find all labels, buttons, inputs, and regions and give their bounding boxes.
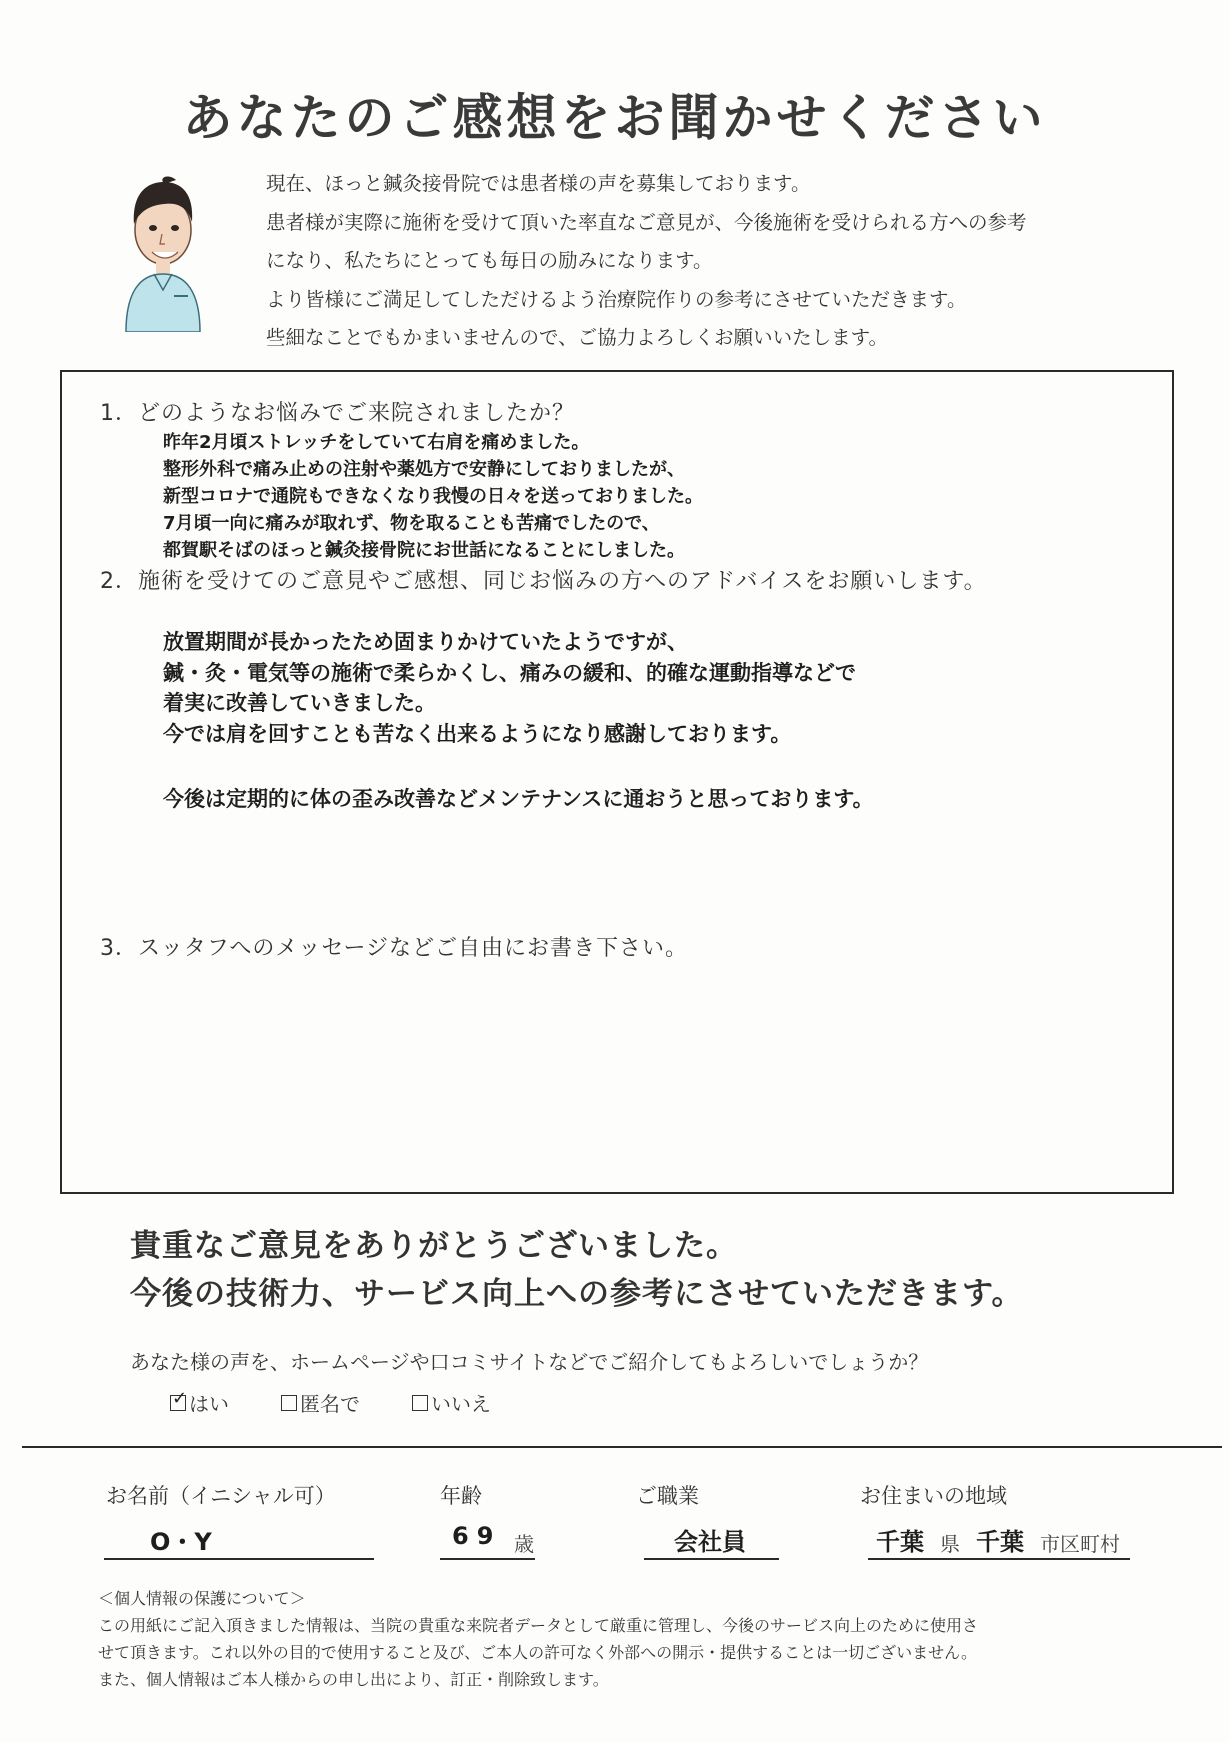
answer-line: 着実に改善していきました。 [163,691,436,715]
intro-line: 患者様が実際に施術を受けて頂いた率直なご意見が、今後施術を受けられる方への参考 [266,210,1027,234]
answer-1 [163,429,703,564]
privacy-notice [98,1585,978,1693]
answer-2 [163,627,874,815]
answer-line: 昨年2月頃ストレッチをしていて右肩を痛めました。 [163,432,590,453]
city-value: 千葉 [976,1528,1024,1556]
answer-line: 都賀駅そばのほっと鍼灸接骨院にお世話になることにしました。 [163,540,685,561]
occupation-value: 会社員 [674,1528,746,1556]
intro-line: 現在、ほっと鍼灸接骨院では患者様の声を募集しております。 [266,172,811,195]
answer-line: 鍼・灸・電気等の施術で柔らかくし、痛みの緩和、的確な運動指導などで [163,660,856,685]
answer-line: 7月頃一向に痛みが取れず、物を取ることも苦痛でしたので、 [163,513,660,534]
checkbox[interactable] [281,1395,297,1411]
section-divider [22,1446,1222,1448]
checkbox[interactable] [412,1395,428,1411]
intro-line: より皆様にご満足してしただけるよう治療院作りの参考にさせていただきます。 [266,287,967,311]
option-label: いいえ [431,1392,491,1416]
prefecture-value: 千葉 [876,1528,924,1556]
intro-text [266,165,1027,358]
thanks-line: 貴重なご意見をありがとうございました。 [130,1228,738,1264]
consent-option-anonymous[interactable] [281,1388,360,1417]
question-2: 2．施術を受けてのご意見やご感想、同じお悩みの方へのアドバイスをお願いします。 [100,569,987,594]
option-label: 匿名で [300,1392,360,1416]
privacy-line: また、個人情報はご本人様からの申し出により、訂正・削除致します。 [98,1670,609,1689]
question-1: 1．どのようなお悩みでご来院されましたか？ [100,401,575,426]
check-icon: ✓ [172,1387,188,1409]
staff-avatar-illustration [118,172,204,332]
prefecture-unit: 県 [940,1532,960,1556]
intro-line: 些細なことでもかまいませんので、ご協力よろしくお願いいたします。 [266,326,889,349]
answer-line: 今後は定期的に体の歪み改善などメンテナンスに通おうと思っております。 [163,787,874,811]
question-3: 3．スッタフへのメッセージなどご自由にお書き下さい。 [100,936,689,961]
answer-line: 整形外科で痛み止めの注射や薬処方で安静にしておりましたが、 [163,459,685,480]
privacy-heading: ＜個人情報の保護について＞ [98,1589,306,1608]
intro-line: になり、私たちにとっても毎日の励みになります。 [266,249,713,272]
occupation-label: ご職業 [636,1484,699,1508]
age-unit: 歳 [514,1532,534,1556]
age-value: 69 [452,1522,502,1550]
checkbox[interactable] [170,1387,188,1411]
age-label: 年齢 [440,1484,482,1508]
consent-options [170,1388,543,1417]
occupation-underline [644,1558,779,1560]
name-label: お名前（イニシャル可） [106,1484,336,1508]
region-underline [868,1558,1130,1560]
city-unit: 市区町村 [1040,1532,1120,1556]
region-label: お住まいの地域 [860,1484,1007,1508]
page-title: あなたのご感想をお聞かせください [182,89,1047,147]
name-underline [104,1558,374,1560]
privacy-line: せて頂きます。これ以外の目的で使用すること及び、ご本人の許可なく外部への開示・提供することは一切ございません。 [98,1643,978,1662]
thank-you-message [130,1222,1024,1318]
option-label: はい [189,1392,229,1416]
answer-line: 新型コロナで通院もできなくなり我慢の日々を送っておりました。 [163,486,703,507]
privacy-line: この用紙にご記入頂きました情報は、当院の貴重な来院者データとして厳重に管理し、今後のサービス向上のために使用さ [98,1616,979,1635]
answer-line: 今では肩を回すことも苦なく出来るようになり感謝しております。 [163,721,792,746]
name-value: O・Y [150,1528,212,1556]
consent-question: あなた様の声を、ホームページや口コミサイトなどでご紹介してもよろしいでしょうか？ [130,1350,929,1374]
thanks-line: 今後の技術力、サービス向上への参考にさせていただきます。 [130,1276,1024,1312]
age-underline [440,1558,535,1560]
consent-option-yes[interactable] [170,1388,229,1417]
answer-line: 放置期間が長かったため固まりかけていたようですが、 [163,630,688,654]
consent-option-no[interactable] [412,1388,491,1417]
